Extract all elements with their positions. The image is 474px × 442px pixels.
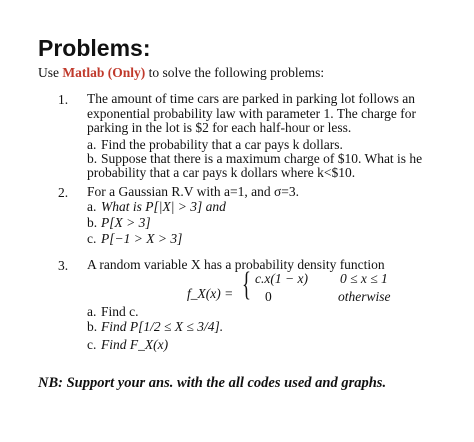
item-text: P[X > 3] (101, 215, 151, 230)
problem-2-item-a (87, 199, 226, 215)
problem-3-number: 3. (58, 258, 69, 273)
matlab-only-highlight: Matlab (Only) (62, 65, 146, 80)
nb-note: NB: Support your ans. with the all codes used and graphs. (38, 375, 387, 391)
item-label: a. (87, 304, 97, 319)
item-text: Find P[1/2 ≤ X ≤ 3/4]. (101, 319, 224, 334)
pdf-case2-cond: otherwise (338, 289, 391, 304)
instructions (38, 64, 324, 81)
item-text: Suppose that there is a maximum charge of $10. What is he probability that a car pays k dollars where k<$10. (87, 151, 423, 180)
problem-3-item-c (87, 337, 168, 353)
item-label: c. (87, 337, 97, 352)
page-title: Problems: (38, 35, 151, 61)
problem-2-item-b (87, 215, 151, 231)
pdf-case1-expr: c.x(1 − x) (255, 271, 308, 286)
item-label: a. (87, 137, 97, 152)
item-text: What is P[|X| > 3] and (101, 199, 226, 214)
item-label: b. (87, 215, 98, 230)
problem-2-number: 2. (58, 185, 69, 200)
problem-2-text: For a Gaussian R.V with a=1, and σ=3. (87, 184, 299, 199)
problem-1-item-b (87, 152, 459, 180)
intro-prefix: Use (38, 65, 63, 80)
problem-2-item-c (87, 231, 182, 247)
problem-3-item-a (87, 304, 139, 319)
problem-1-number: 1. (58, 92, 69, 107)
item-label: b. (87, 319, 98, 334)
item-text: Find the probability that a car pays k dollars. (101, 137, 343, 152)
problem-3-item-b (87, 319, 223, 335)
item-label: b. (87, 151, 98, 166)
item-label: a. (87, 199, 97, 214)
pdf-lhs: f_X(x) = (187, 286, 234, 301)
item-text: P[−1 > X > 3] (101, 231, 183, 246)
pdf-brace: { (242, 266, 251, 303)
problem-3-text: A random variable X has a probability density function (87, 257, 385, 272)
problem-1-item-a (87, 137, 343, 152)
item-text: Find F_X(x) (101, 337, 169, 352)
item-text: Find c. (101, 304, 139, 319)
intro-suffix: to solve the following problems: (145, 65, 325, 80)
problem-1-text: The amount of time cars are parked in parking lot follows an exponential probability law with parameter 1. The charge for parking in the lot is $2 for each half-hour or less. (87, 91, 417, 135)
pdf-case2-expr: 0 (265, 289, 272, 304)
item-label: c. (87, 231, 97, 246)
pdf-case1-cond: 0 ≤ x ≤ 1 (340, 271, 388, 286)
